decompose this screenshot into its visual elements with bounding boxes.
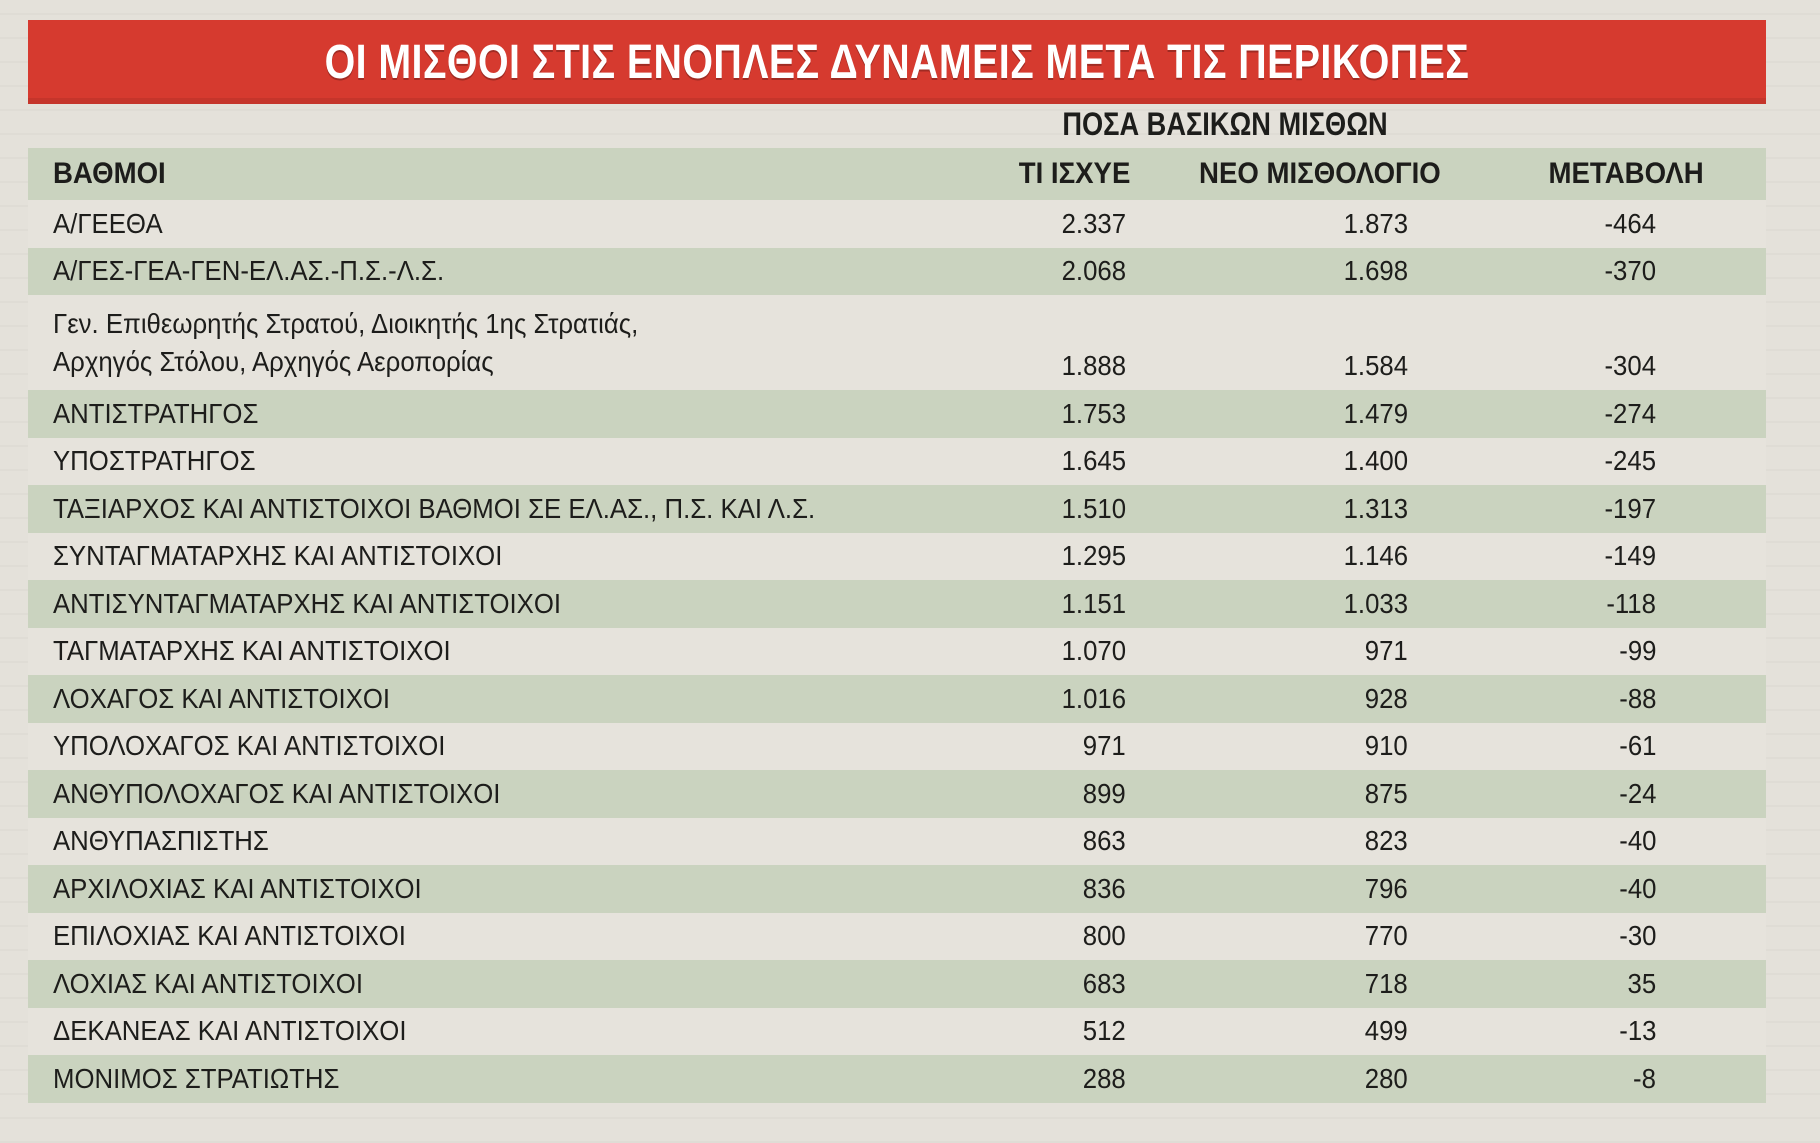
old-salary-cell: 512 [1083,1015,1126,1047]
change-cell: -99 [1618,635,1656,667]
new-salary-cell: 280 [1365,1062,1408,1094]
change-cell: -464 [1604,207,1656,239]
change-cell: -197 [1604,492,1656,524]
old-salary-cell: 1.510 [1061,492,1126,524]
salary-table [28,148,1766,1103]
old-salary-cell: 836 [1083,872,1126,904]
table-row [28,628,1766,676]
old-salary-cell: 971 [1083,730,1126,762]
table-row [28,580,1766,628]
old-salary-cell: 2.068 [1061,255,1126,287]
new-salary-cell: 1.400 [1343,445,1408,477]
table-row [28,438,1766,486]
rank-cell: Α/ΓΕΕΘΑ [53,207,163,239]
change-cell: -88 [1618,682,1656,714]
table-title: ΟΙ ΜΙΣΘΟΙ ΣΤΙΣ ΕΝΟΠΛΕΣ ΔΥΝΑΜΕΙΣ ΜΕΤΑ ΤΙΣ ΠΕΡΙΚΟΠΕΣ [324,35,1470,89]
new-salary-cell: 718 [1365,967,1408,999]
new-salary-cell: 971 [1365,635,1408,667]
rank-cell: ΕΠΙΛΟΧΙΑΣ ΚΑΙ ΑΝΤΙΣΤΟΙΧΟΙ [53,920,406,952]
rank-cell: ΣΥΝΤΑΓΜΑΤΑΡΧΗΣ ΚΑΙ ΑΝΤΙΣΤΟΙΧΟΙ [53,540,503,572]
new-salary-cell: 770 [1365,920,1408,952]
change-cell: -40 [1618,825,1656,857]
change-cell: -118 [1606,587,1656,619]
table-row [28,960,1766,1008]
header-change: ΜΕΤΑΒΟΛΗ [1548,157,1704,190]
table-row [28,200,1766,248]
change-cell: -304 [1604,350,1656,381]
change-cell: -13 [1618,1015,1656,1047]
rank-cell: ΛΟΧΑΓΟΣ ΚΑΙ ΑΝΤΙΣΤΟΙΧΟΙ [53,682,391,714]
rank-line-1: Γεν. Επιθεωρητής Στρατού, Διοικητής 1ης Στρατιάς, [53,308,639,339]
table-row [28,295,1766,390]
change-cell: -149 [1604,540,1656,572]
old-salary-cell: 899 [1083,777,1126,809]
old-salary-cell: 1.070 [1061,635,1126,667]
rank-cell: ΤΑΓΜΑΤΑΡΧΗΣ ΚΑΙ ΑΝΤΙΣΤΟΙΧΟΙ [53,635,451,667]
old-salary-cell: 1.753 [1061,397,1126,429]
rank-cell: ΥΠΟΣΤΡΑΤΗΓΟΣ [53,445,256,477]
rank-cell: ΥΠΟΛΟΧΑΓΟΣ ΚΑΙ ΑΝΤΙΣΤΟΙΧΟΙ [53,730,446,762]
rank-cell: ΜΟΝΙΜΟΣ ΣΤΡΑΤΙΩΤΗΣ [53,1062,340,1094]
table-row [28,770,1766,818]
new-salary-cell: 1.698 [1343,255,1408,287]
table-row [28,723,1766,771]
new-salary-cell: 796 [1365,872,1408,904]
table-header-row [28,148,1766,200]
rank-cell: ΑΝΤΙΣΤΡΑΤΗΓΟΣ [53,397,259,429]
salary-group-header: ΠΟΣΑ ΒΑΣΙΚΩΝ ΜΙΣΘΩΝ [1062,106,1388,142]
change-cell: -40 [1618,872,1656,904]
new-salary-cell: 1.146 [1343,540,1408,572]
table-row [28,818,1766,866]
table-row [28,533,1766,581]
rank-cell: ΑΡΧΙΛΟΧΙΑΣ ΚΑΙ ΑΝΤΙΣΤΟΙΧΟΙ [53,872,422,904]
new-salary-cell: 499 [1365,1015,1408,1047]
old-salary-cell: 683 [1083,967,1126,999]
table-row [28,1055,1766,1103]
change-cell: -8 [1633,1062,1656,1094]
header-rank: ΒΑΘΜΟΙ [53,157,166,190]
table-row [28,248,1766,296]
new-salary-cell: 1.313 [1343,492,1408,524]
new-salary-cell: 928 [1365,682,1408,714]
table-row [28,865,1766,913]
new-salary-cell: 875 [1365,777,1408,809]
header-new: ΝΕΟ ΜΙΣΘΟΛΟΓΙΟ [1199,157,1441,190]
change-cell: 35 [1627,967,1656,999]
rank-cell [53,305,638,381]
old-salary-cell: 1.888 [1061,350,1126,381]
rank-cell: ΤΑΞΙΑΡΧΟΣ ΚΑΙ ΑΝΤΙΣΤΟΙΧΟΙ ΒΑΘΜΟΙ ΣΕ ΕΛ.ΑΣ., Π.Σ. ΚΑΙ Λ.Σ. [53,492,816,524]
table-row [28,1008,1766,1056]
rank-cell: Α/ΓΕΣ-ΓΕΑ-ΓΕΝ-ΕΛ.ΑΣ.-Π.Σ.-Λ.Σ. [53,255,445,287]
rank-cell: ΑΝΤΙΣΥΝΤΑΓΜΑΤΑΡΧΗΣ ΚΑΙ ΑΝΤΙΣΤΟΙΧΟΙ [53,587,562,619]
old-salary-cell: 2.337 [1061,207,1126,239]
title-banner [28,20,1766,104]
header-old: ΤΙ ΙΣΧΥΕ [1018,157,1130,190]
new-salary-cell: 1.033 [1343,587,1408,619]
table-row [28,913,1766,961]
old-salary-cell: 800 [1083,920,1126,952]
old-salary-cell: 1.016 [1061,682,1126,714]
change-cell: -61 [1618,730,1656,762]
rank-cell: ΛΟΧΙΑΣ ΚΑΙ ΑΝΤΙΣΤΟΙΧΟΙ [53,967,364,999]
old-salary-cell: 1.295 [1061,540,1126,572]
new-salary-cell: 1.479 [1343,397,1408,429]
change-cell: -24 [1618,777,1656,809]
new-salary-cell: 823 [1365,825,1408,857]
rank-cell: ΑΝΘΥΠΟΛΟΧΑΓΟΣ ΚΑΙ ΑΝΤΙΣΤΟΙΧΟΙ [53,777,501,809]
old-salary-cell: 288 [1083,1062,1126,1094]
change-cell: -30 [1618,920,1656,952]
change-cell: -274 [1604,397,1656,429]
new-salary-cell: 910 [1365,730,1408,762]
old-salary-cell: 1.645 [1061,445,1126,477]
change-cell: -370 [1604,255,1656,287]
old-salary-cell: 863 [1083,825,1126,857]
rank-line-2: Αρχηγός Στόλου, Αρχηγός Αεροπορίας [53,346,494,377]
rank-cell: ΔΕΚΑΝΕΑΣ ΚΑΙ ΑΝΤΙΣΤΟΙΧΟΙ [53,1015,407,1047]
change-cell: -245 [1604,445,1656,477]
old-salary-cell: 1.151 [1061,587,1126,619]
table-row [28,675,1766,723]
new-salary-cell: 1.873 [1343,207,1408,239]
new-salary-cell: 1.584 [1343,350,1408,381]
table-row [28,485,1766,533]
table-row [28,390,1766,438]
rank-cell: ΑΝΘΥΠΑΣΠΙΣΤΗΣ [53,825,269,857]
